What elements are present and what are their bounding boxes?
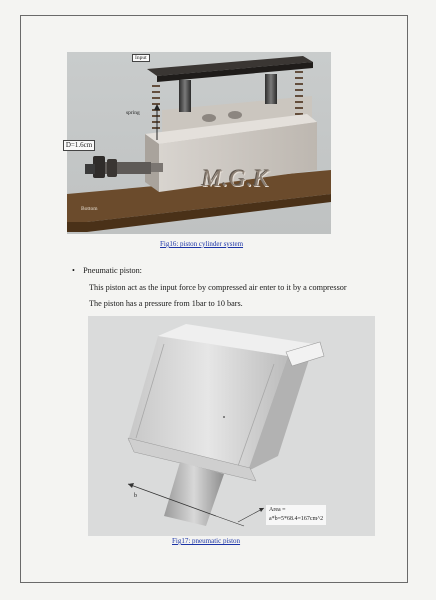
bullet-heading: [72, 266, 142, 275]
body-line-1: This piston act as the input force by compressed air enter to it by a compressor: [89, 283, 347, 292]
body-line-2: The piston has a pressure from 1bar to 10 bars.: [89, 299, 243, 308]
bottom-label: Bottom: [81, 206, 98, 212]
figure-16-caption: Fig16: piston cylinder system: [160, 240, 244, 248]
figure-17-caption: Fig17: pneumatic piston: [172, 537, 241, 545]
pneumatic-piston-render: [88, 316, 375, 536]
input-label: Input: [132, 54, 150, 62]
diameter-label: D=1.6cm: [63, 140, 95, 151]
mgk-watermark: M.G.K: [202, 166, 270, 191]
spring-label: spring: [126, 110, 140, 116]
figure-17-image: [88, 316, 375, 536]
area-line-2: a*b=5*68.4=167cm^2: [269, 516, 324, 522]
piston-cylinder-render: [67, 52, 331, 234]
figure-16-image: [67, 52, 331, 234]
bullet-dot: •: [72, 266, 84, 275]
area-annotation: [266, 505, 326, 525]
bullet-title: Pneumatic piston:: [83, 266, 142, 275]
dimension-b-label: b: [134, 493, 137, 499]
area-line-1: Area =: [269, 507, 286, 513]
